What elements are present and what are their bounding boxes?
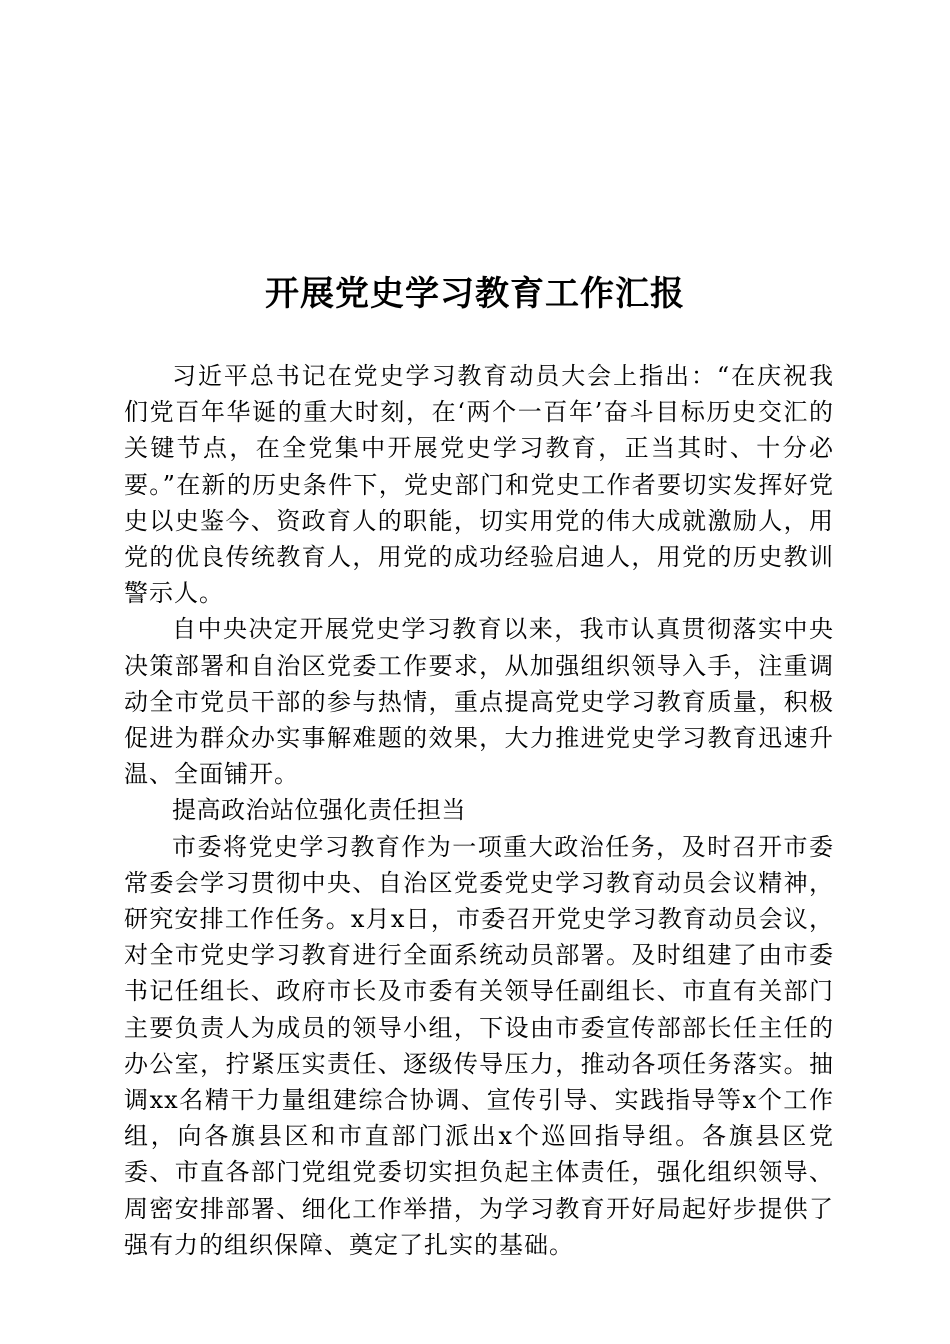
section-heading: 提高政治站位强化责任担当 <box>172 796 466 825</box>
intro-paragraph: 习近平总书记在党史学习教育动员大会上指出：“在庆祝我们党百年华诞的重大时刻，在‘两个一百年’奋斗目标历史交汇的关键节点，在全党集中开展党史学习教育，正当其时、十分必要。”在新的历史条件下，党史部门和党史工作者要切实发挥好党史以史鉴今、资政育人的职能，切实用党的伟大成就激励人，用党的优良传统教育人，用党的成功经验启迪人，用党的历史教训警示人。 <box>124 362 834 608</box>
overview-paragraph: 自中央决定开展党史学习教育以来，我市认真贯彻落实中央决策部署和自治区党委工作要求，从加强组织领导入手，注重调动全市党员干部的参与热情，重点提高党史学习教育质量，积极促进为群众办实事解难题的效果，大力推进党史学习教育迅速升温、全面铺开。 <box>124 615 834 789</box>
document-body <box>124 358 834 1263</box>
section-paragraph: 市委将党史学习教育作为一项重大政治任务，及时召开市委常委会学习贯彻中央、自治区党委党史学习教育动员会议精神，研究安排工作任务。x月x日，市委召开党史学习教育动员会议，对全市党史学习教育进行全面系统动员部署。及时组建了由市委书记任组长、政府市长及市委有关领导任副组长、市直有关部门主要负责人为成员的领导小组，下设由市委宣传部部长任主任的办公室，拧紧压实责任、逐级传导压力，推动各项任务落实。抽调xx名精干力量组建综合协调、宣传引导、实践指导等x个工作组，向各旗县区和市直部门派出x个巡回指导组。各旗县区党委、市直各部门党组党委切实担负起主体责任，强化组织领导、周密安排部署、细化工作举措，为学习教育开好局起好步提供了强有力的组织保障、奠定了扎实的基础。 <box>124 832 834 1259</box>
document-title: 开展党史学习教育工作汇报 <box>265 274 685 314</box>
